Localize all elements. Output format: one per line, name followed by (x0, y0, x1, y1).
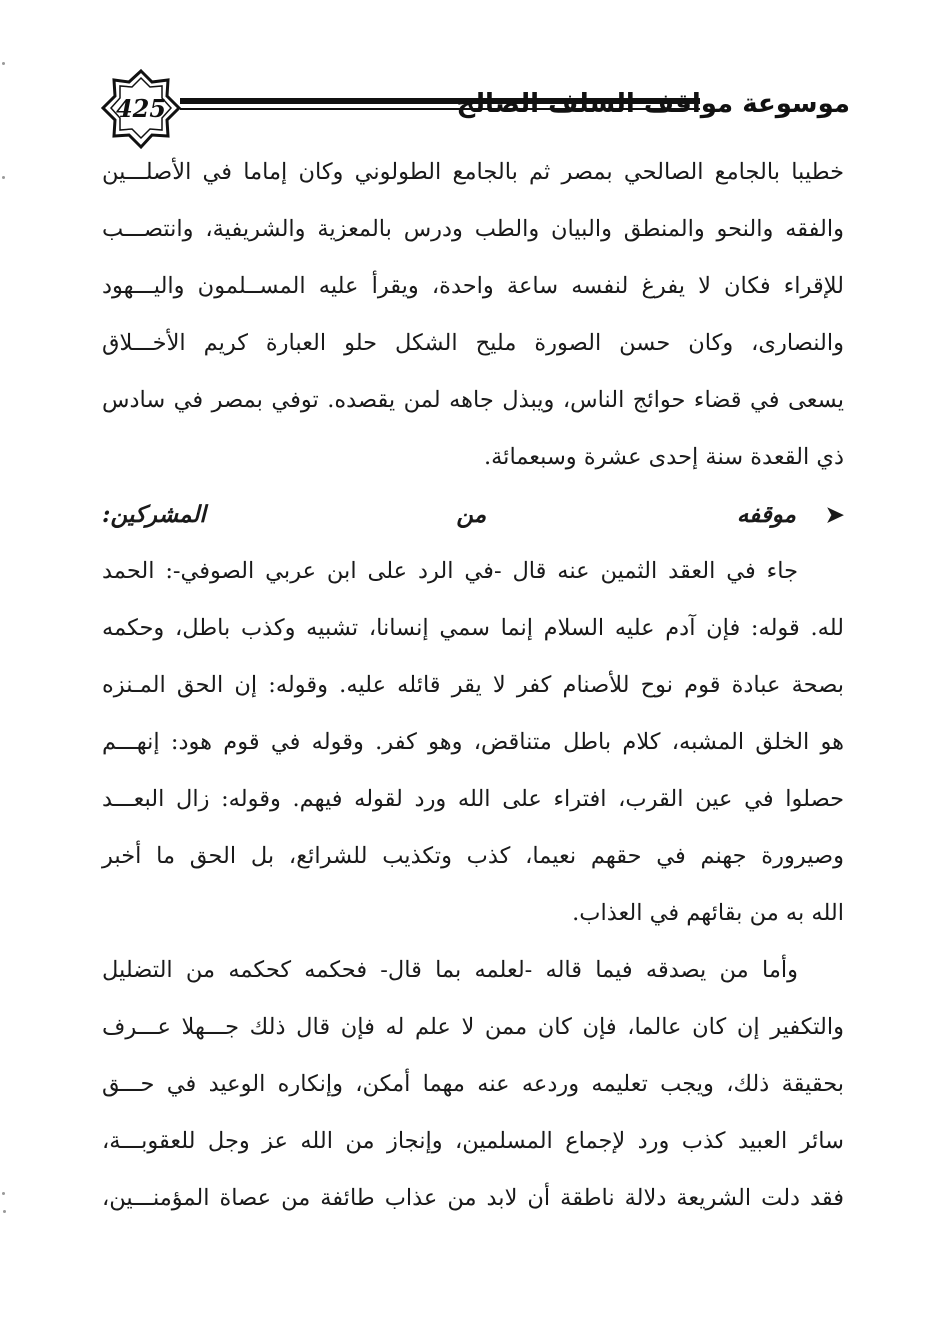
page-body (102, 144, 844, 1227)
text-line: بصحة عبادة قوم نوح للأصنام كفر لا يقر قائله عليه. وقوله: إن الحق المـنزه (102, 672, 844, 698)
section-heading-text: موقفه من المشركين: (102, 501, 796, 528)
paragraph-refutation (102, 543, 844, 942)
paragraph-biography (102, 144, 844, 486)
scan-margin-dots (0, 0, 6, 1344)
section-heading (102, 486, 844, 543)
text-line: خطيبا بالجامع الصالحي بمصر ثم بالجامع الطولوني وكان إماما في الأصلـــين (102, 159, 844, 185)
text-line: والنصارى، وكان حسن الصورة مليح الشكل حلو العبارة كريم الأخـــلاق (102, 330, 844, 356)
text-line: لله. قوله: فإن آدم عليه السلام إنما سمي إنسانا، تشبيه وكذب باطل، وحكمه (102, 615, 844, 641)
text-line: وأما من يصدقه فيما قاله -لعلمه بما قال- فحكمه كحكمه من التضليل (102, 957, 798, 983)
text-line: ذي القعدة سنة إحدى عشرة وسبعمائة. (483, 444, 844, 470)
paragraph-ruling (102, 942, 844, 1227)
text-line: والتكفير إن كان عالما، فإن كان ممن لا علم له فإن قال ذلك جـــهلا عـــرف (102, 1014, 844, 1040)
text-line: فقد دلت الشريعة دلالة ناطقة أن لابد من عذاب طائفة من عصاة المؤمنـــين، (102, 1185, 844, 1211)
text-line: سائر العبيد كذب ورد لإجماع المسلمين، وإنجاز من الله عز وجل للعقوبـــة، (102, 1128, 844, 1154)
text-line: بحقيقة ذلك، ويجب تعليمه وردعه عنه مهما أمكن، وإنكاره الوعيد في حـــق (102, 1071, 844, 1097)
text-line: هو الخلق المشبه، كلام باطل متناقض، وهو كفر. وقوله في قوم هود: إنهـــم (102, 729, 844, 755)
text-line: وصيرورة جهنم في حقهم نعيما، كذب وتكذيب للشرائع، بل الحق ما أخبر (102, 843, 844, 869)
page-number-badge (100, 68, 182, 150)
text-line: الله به من بقائهم في العذاب. (572, 900, 844, 926)
arrow-bullet-icon: ➤ (825, 502, 844, 528)
text-line: جاء في العقد الثمين عنه قال -في الرد على ابن عربي الصوفي-: الحمد (102, 558, 798, 584)
text-line: حصلوا في عين القرب، افتراء على الله ورد لقوله فيهم. وقوله: زال البعـــد (102, 786, 844, 812)
running-book-title: موسوعة مواقف السلف الصالح (456, 89, 850, 119)
text-line: يسعى في قضاء حوائج الناس، ويبذل جاهه لمن يقصده. توفي بمصر في سادس (102, 387, 844, 413)
text-line: والفقه والنحو والمنطق والبيان والطب ودرس بالمعزية والشريفية، وانتصـــب (102, 216, 844, 242)
page-header (100, 64, 850, 150)
text-line: للإقراء فكان لا يفرغ لنفسه ساعة واحدة، ويقرأ عليه المســلمون واليـــهود (102, 273, 844, 299)
page-number: 425 (115, 94, 167, 123)
